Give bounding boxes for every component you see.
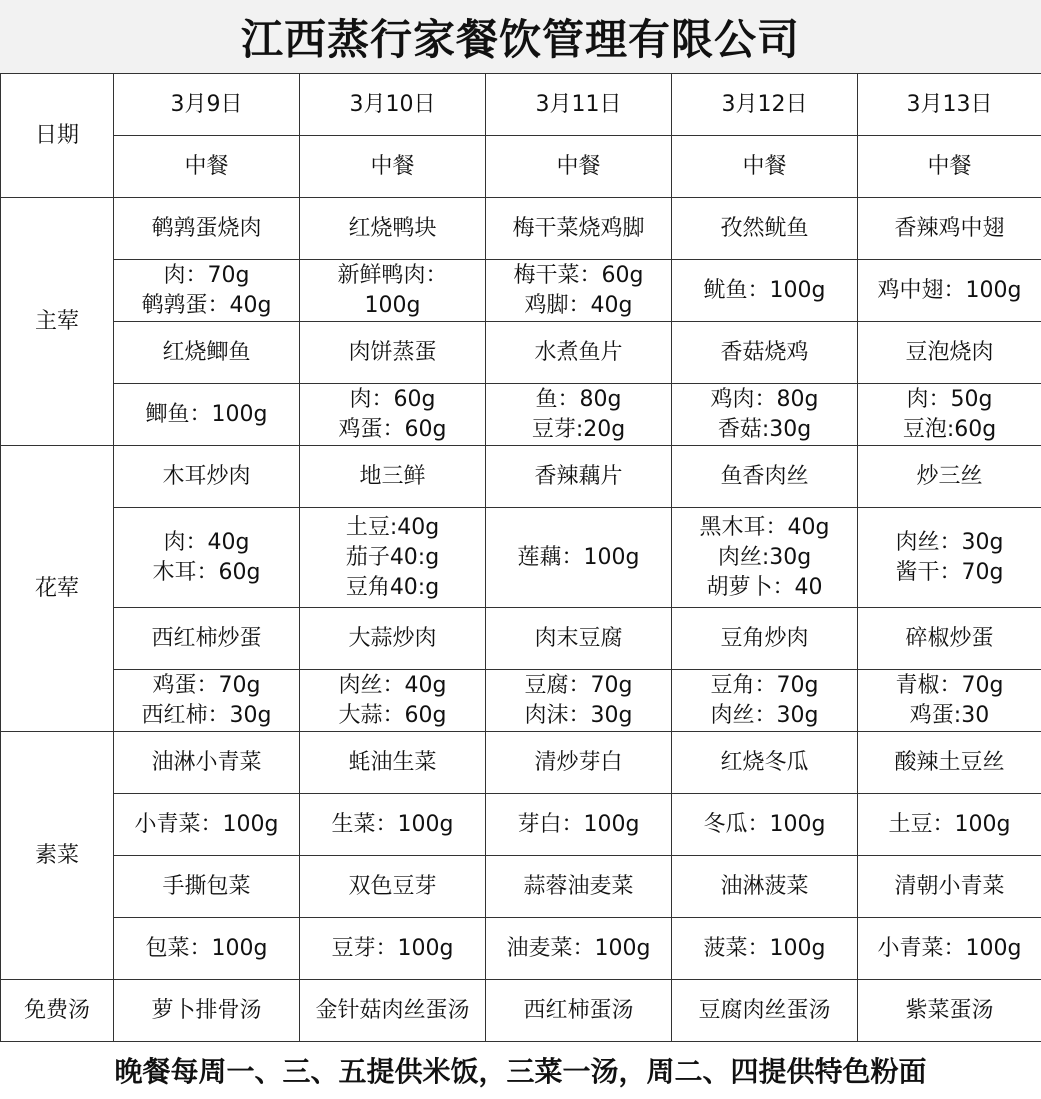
- dish-ingredients-row: [1, 794, 1041, 856]
- dish-name: 油淋小青菜: [114, 732, 300, 794]
- ingredient-line: 青椒：70g: [895, 672, 1004, 698]
- dish-ingredients: [672, 670, 858, 732]
- dish-ingredients: [300, 670, 486, 732]
- dish-ingredients: [858, 260, 1041, 322]
- dish-ingredients-row: [1, 670, 1041, 732]
- dish-name: 地三鲜: [300, 446, 486, 508]
- date-header: 日期: [1, 74, 114, 198]
- dish-name: 香辣藕片: [486, 446, 672, 508]
- dish-ingredients: [300, 794, 486, 856]
- category-label: 花荤: [1, 446, 114, 732]
- dish-name: 鱼香肉丝: [672, 446, 858, 508]
- dish-ingredients: [114, 384, 300, 446]
- ingredient-line: 胡萝卜：40: [706, 574, 823, 600]
- meal-cell: 中餐: [300, 136, 486, 198]
- ingredient-line: 鱼：80g: [535, 386, 622, 412]
- dish-name: 清朝小青菜: [858, 856, 1041, 918]
- meal-row: [1, 136, 1041, 198]
- ingredient-line: 鸡肉：80g: [710, 386, 819, 412]
- ingredient-line: 新鲜鸭肉：: [337, 262, 448, 288]
- soup-item: 金针菇肉丝蛋汤: [300, 980, 486, 1042]
- ingredient-line: 鸡蛋：70g: [152, 672, 261, 698]
- ingredient-line: 酱干：70g: [895, 559, 1004, 585]
- ingredient-line: 鸡蛋:30: [909, 702, 990, 728]
- dinner-note: 晚餐每周一、三、五提供米饭，三菜一汤，周二、四提供特色粉面: [114, 1054, 927, 1088]
- ingredient-line: 鲫鱼：100g: [145, 401, 268, 427]
- dish-name: 油淋菠菜: [672, 856, 858, 918]
- dish-ingredients: [486, 508, 672, 608]
- dish-name: 手撕包菜: [114, 856, 300, 918]
- dish-ingredients: [858, 508, 1041, 608]
- category-label: 素菜: [1, 732, 114, 980]
- ingredient-line: 芽白：100g: [517, 811, 640, 837]
- ingredient-line: 土豆：100g: [888, 811, 1011, 837]
- soup-item: 紫菜蛋汤: [858, 980, 1041, 1042]
- ingredient-line: 土豆:40g: [345, 514, 440, 540]
- dish-ingredients: [300, 384, 486, 446]
- ingredient-line: 肉沫：30g: [524, 702, 633, 728]
- dish-name: 双色豆芽: [300, 856, 486, 918]
- ingredient-line: 木耳：60g: [152, 559, 261, 585]
- category-label: 主荤: [1, 198, 114, 446]
- dish-ingredients: [858, 794, 1041, 856]
- dish-name-row: [1, 198, 1041, 260]
- ingredient-line: 黑木耳：40g: [699, 514, 830, 540]
- meal-cell: 中餐: [858, 136, 1041, 198]
- ingredient-line: 肉丝：30g: [895, 529, 1004, 555]
- meal-cell: 中餐: [114, 136, 300, 198]
- ingredient-line: 肉：50g: [906, 386, 993, 412]
- ingredient-line: 莲藕：100g: [517, 544, 640, 570]
- dish-ingredients: [114, 670, 300, 732]
- dish-ingredients: [114, 918, 300, 980]
- ingredient-line: 豆角：70g: [710, 672, 819, 698]
- dish-name: 碎椒炒蛋: [858, 608, 1041, 670]
- dish-name: 大蒜炒肉: [300, 608, 486, 670]
- dish-ingredients-row: [1, 508, 1041, 608]
- category-label: 免费汤: [1, 980, 114, 1042]
- ingredient-line: 鱿鱼：100g: [703, 277, 826, 303]
- dish-name: 红烧冬瓜: [672, 732, 858, 794]
- date-cell: 3月11日: [486, 74, 672, 136]
- ingredient-line: 油麦菜：100g: [506, 935, 651, 961]
- menu-table: [0, 73, 1041, 1042]
- dish-ingredients-row: [1, 918, 1041, 980]
- ingredient-line: 冬瓜：100g: [703, 811, 826, 837]
- dish-name: 酸辣土豆丝: [858, 732, 1041, 794]
- dish-ingredients: [672, 260, 858, 322]
- dish-ingredients: [672, 918, 858, 980]
- ingredient-line: 豆腐：70g: [524, 672, 633, 698]
- ingredient-line: 鸡蛋：60g: [338, 416, 447, 442]
- dish-ingredients: [114, 260, 300, 322]
- dish-ingredients: [672, 384, 858, 446]
- dish-ingredients: [300, 918, 486, 980]
- company-title: 江西蒸行家餐饮管理有限公司: [0, 0, 1041, 73]
- date-cell: 3月12日: [672, 74, 858, 136]
- ingredient-line: 肉：60g: [349, 386, 436, 412]
- dish-name: 红烧鲫鱼: [114, 322, 300, 384]
- ingredient-line: 茄子40:g: [345, 544, 440, 570]
- ingredient-line: 100g: [364, 292, 421, 318]
- dish-ingredients: [300, 508, 486, 608]
- dish-name: 蒜蓉油麦菜: [486, 856, 672, 918]
- dish-ingredients-row: [1, 260, 1041, 322]
- ingredient-line: 肉丝：30g: [710, 702, 819, 728]
- dish-ingredients: [858, 918, 1041, 980]
- ingredient-line: 豆泡:60g: [902, 416, 997, 442]
- dish-ingredients: [114, 794, 300, 856]
- dish-name: 香菇烧鸡: [672, 322, 858, 384]
- date-cell: 3月10日: [300, 74, 486, 136]
- ingredient-line: 肉丝:30g: [717, 544, 812, 570]
- dish-ingredients-row: [1, 384, 1041, 446]
- dish-name: 鹌鹑蛋烧肉: [114, 198, 300, 260]
- date-cell: 3月13日: [858, 74, 1041, 136]
- soup-item: 萝卜排骨汤: [114, 980, 300, 1042]
- ingredient-line: 大蒜：60g: [338, 702, 447, 728]
- dish-ingredients: [486, 384, 672, 446]
- date-cell: 3月9日: [114, 74, 300, 136]
- dish-ingredients: [858, 670, 1041, 732]
- soup-row: [1, 980, 1041, 1042]
- dish-ingredients: [858, 384, 1041, 446]
- ingredient-line: 肉：40g: [163, 529, 250, 555]
- dish-ingredients: [300, 260, 486, 322]
- dish-name: 梅干菜烧鸡脚: [486, 198, 672, 260]
- ingredient-line: 肉：70g: [163, 262, 250, 288]
- soup-item: 豆腐肉丝蛋汤: [672, 980, 858, 1042]
- dish-name: 西红柿炒蛋: [114, 608, 300, 670]
- meal-cell: 中餐: [486, 136, 672, 198]
- ingredient-line: 豆角40:g: [345, 574, 440, 600]
- dish-name: 肉末豆腐: [486, 608, 672, 670]
- ingredient-line: 小青菜：100g: [877, 935, 1022, 961]
- ingredient-line: 小青菜：100g: [134, 811, 279, 837]
- ingredient-line: 菠菜：100g: [703, 935, 826, 961]
- dish-name: 孜然鱿鱼: [672, 198, 858, 260]
- dish-ingredients: [486, 794, 672, 856]
- ingredient-line: 西红柿：30g: [141, 702, 272, 728]
- dish-ingredients: [672, 508, 858, 608]
- dish-name: 豆角炒肉: [672, 608, 858, 670]
- ingredient-line: 鸡中翅：100g: [877, 277, 1022, 303]
- dish-name-row: [1, 732, 1041, 794]
- dish-name-row: [1, 446, 1041, 508]
- dish-ingredients: [486, 918, 672, 980]
- dish-ingredients: [114, 508, 300, 608]
- date-row: [1, 74, 1041, 136]
- dish-name: 清炒芽白: [486, 732, 672, 794]
- dish-ingredients: [672, 794, 858, 856]
- dish-name: 豆泡烧肉: [858, 322, 1041, 384]
- dish-name-row: [1, 856, 1041, 918]
- dish-name-row: [1, 322, 1041, 384]
- ingredient-line: 香菇:30g: [717, 416, 812, 442]
- dish-name: 水煮鱼片: [486, 322, 672, 384]
- meal-cell: 中餐: [672, 136, 858, 198]
- dish-name: 红烧鸭块: [300, 198, 486, 260]
- dish-ingredients: [486, 260, 672, 322]
- ingredient-line: 包菜：100g: [145, 935, 268, 961]
- dish-name-row: [1, 608, 1041, 670]
- ingredient-line: 鸡脚：40g: [524, 292, 633, 318]
- ingredient-line: 豆芽：100g: [331, 935, 454, 961]
- dish-name: 炒三丝: [858, 446, 1041, 508]
- dish-name: 蚝油生菜: [300, 732, 486, 794]
- ingredient-line: 梅干菜：60g: [513, 262, 644, 288]
- dish-name: 木耳炒肉: [114, 446, 300, 508]
- ingredient-line: 生菜：100g: [331, 811, 454, 837]
- ingredient-line: 豆芽:20g: [531, 416, 626, 442]
- ingredient-line: 鹌鹑蛋：40g: [141, 292, 272, 318]
- dish-name: 香辣鸡中翅: [858, 198, 1041, 260]
- ingredient-line: 肉丝：40g: [338, 672, 447, 698]
- dish-name: 肉饼蒸蛋: [300, 322, 486, 384]
- dish-ingredients: [486, 670, 672, 732]
- soup-item: 西红柿蛋汤: [486, 980, 672, 1042]
